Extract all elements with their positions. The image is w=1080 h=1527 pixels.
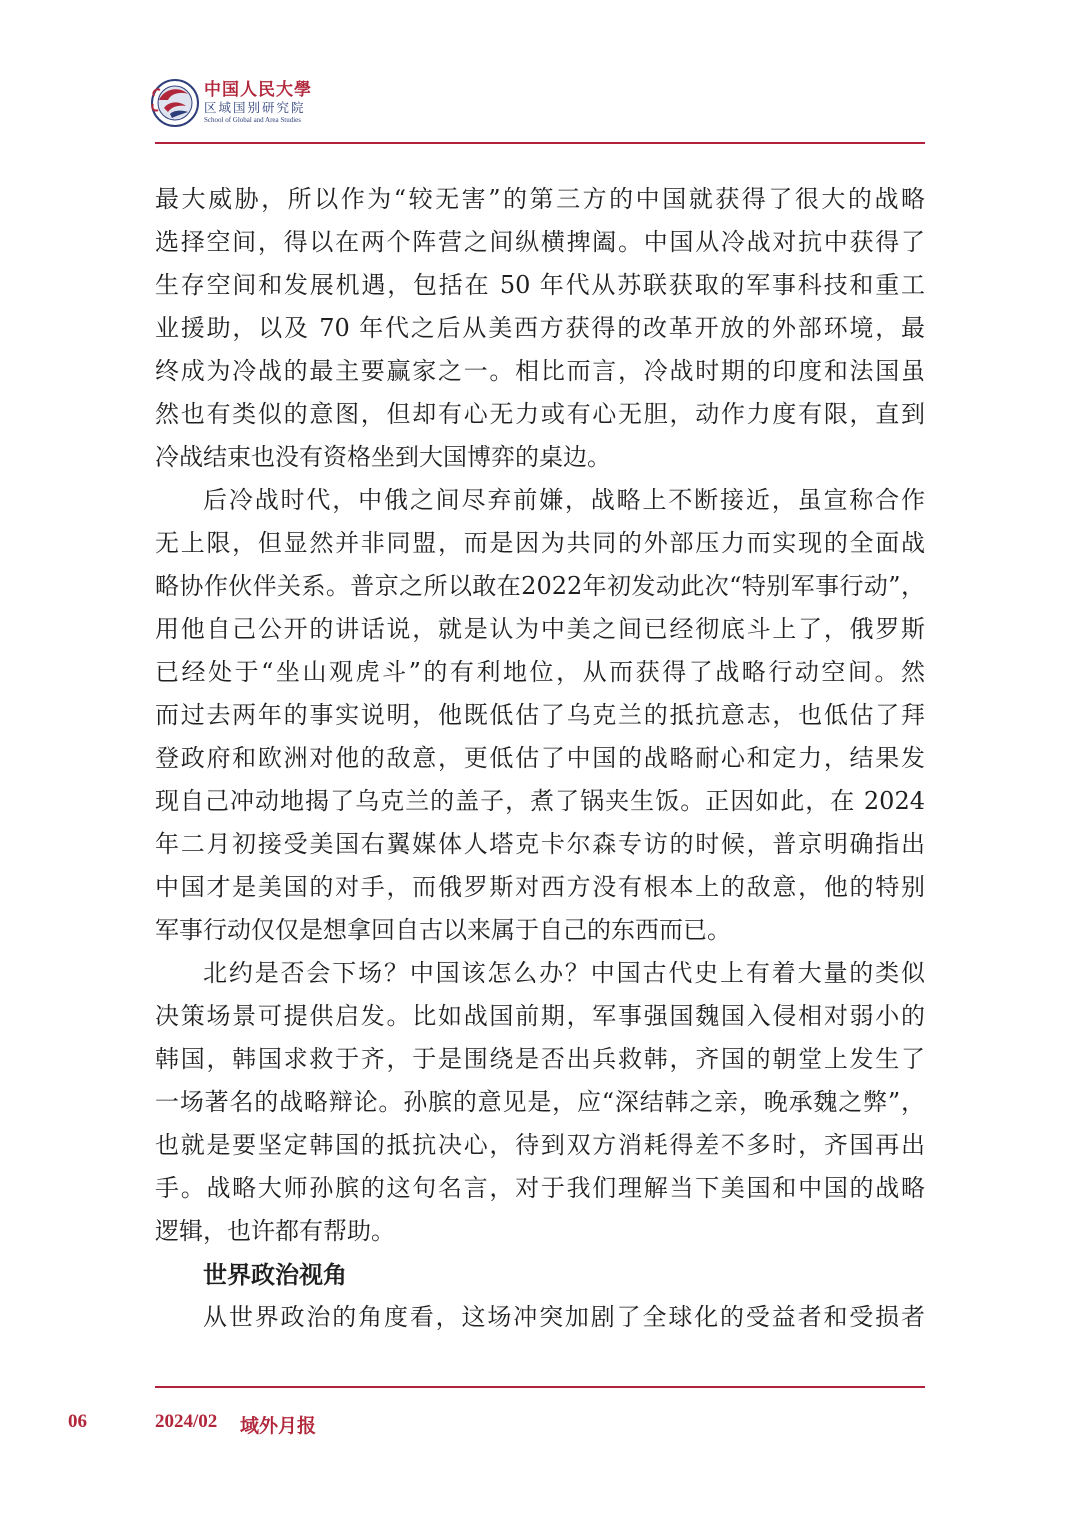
text-line: 然也有类似的意图，但却有心无力或有心无胆，动作力度有限，直到 — [155, 400, 925, 428]
text-line: 年二月初接受美国右翼媒体人塔克卡尔森专访的时候，普京明确指出 — [155, 830, 925, 858]
university-name: 中国人民大學 — [204, 80, 312, 100]
text-line: 从世界政治的角度看，这场冲突加剧了全球化的受益者和受损者 — [203, 1303, 925, 1331]
text-line: 后冷战时代，中俄之间尽弃前嫌，战略上不断接近，虽宣称合作 — [203, 486, 925, 514]
text-line: 手。战略大师孙膑的这句名言，对于我们理解当下美国和中国的战略 — [155, 1174, 925, 1202]
text-line: 军事行动仅仅是想拿回自古以来属于自己的东西而已。 — [155, 916, 731, 944]
text-line: 韩国，韩国求救于齐，于是围绕是否出兵救韩，齐国的朝堂上发生了 — [155, 1045, 925, 1073]
paragraph-2 — [155, 479, 925, 952]
school-name-cn: 区域国别研究院 — [204, 100, 306, 115]
header-divider — [155, 142, 925, 144]
page-number: 06 — [68, 1411, 87, 1432]
text-line: 一场著名的战略辩论。孙膑的意见是，应“深结韩之亲，晚承魏之弊”， — [155, 1088, 925, 1116]
text-line: 生存空间和发展机遇，包括在 50 年代从苏联获取的军事科技和重工 — [155, 271, 925, 299]
issue-number: 2024/02 — [155, 1411, 218, 1432]
text-line: 北约是否会下场？中国该怎么办？中国古代史上有着大量的类似 — [203, 959, 925, 987]
text-line: 现自己冲动地揭了乌克兰的盖子，煮了锅夹生饭。正因如此，在 2024 — [155, 787, 925, 815]
text-line: 冷战结束也没有资格坐到大国博弈的桌边。 — [155, 443, 611, 471]
page-footer — [0, 1411, 1080, 1441]
text-line: 决策场景可提供启发。比如战国前期，军事强国魏国入侵相对弱小的 — [155, 1002, 925, 1030]
text-line: 登政府和欧洲对他的敌意，更低估了中国的战略耐心和定力，结果发 — [155, 744, 925, 772]
section-heading: 世界政治视角 — [203, 1260, 347, 1289]
text-line: 也就是要坚定韩国的抵抗决心，待到双方消耗得差不多时，齐国再出 — [155, 1131, 925, 1159]
text-line: 中国才是美国的对手，而俄罗斯对西方没有根本上的敌意，他的特别 — [155, 873, 925, 901]
footer-divider — [155, 1386, 925, 1388]
text-line: 终成为冷战的最主要赢家之一。相比而言，冷战时期的印度和法国虽 — [155, 357, 925, 385]
text-line: 而过去两年的事实说明，他既低估了乌克兰的抵抗意志，也低估了拜 — [155, 701, 925, 729]
text-line: 选择空间，得以在两个阵营之间纵横捭阖。中国从冷战对抗中获得了 — [155, 228, 925, 256]
text-line: 逻辑，也许都有帮助。 — [155, 1217, 395, 1245]
text-line: 最大威胁，所以作为“较无害”的第三方的中国就获得了很大的战略 — [155, 185, 925, 213]
text-line: 业援助，以及 70 年代之后从美西方获得的改革开放的外部环境，最 — [155, 314, 925, 342]
page-header — [150, 72, 926, 142]
magazine-title: 域外月报 — [240, 1415, 317, 1437]
logo-text — [204, 80, 312, 125]
school-name-en: School of Global and Area Studies — [204, 116, 302, 124]
paragraph-3 — [155, 952, 925, 1253]
text-line: 用他自己公开的讲话说，就是认为中美之间已经彻底斗上了，俄罗斯 — [155, 615, 925, 643]
paragraph-1 — [155, 178, 925, 479]
text-line: 无上限，但显然并非同盟，而是因为共同的外部压力而实现的全面战 — [155, 529, 925, 557]
article-body — [155, 178, 925, 1339]
university-seal-logo — [150, 78, 200, 128]
text-line: 略协作伙伴关系。普京之所以敢在2022年初发动此次“特别军事行动”， — [155, 572, 925, 600]
text-line: 已经处于“坐山观虎斗”的有利地位，从而获得了战略行动空间。然 — [155, 658, 925, 686]
